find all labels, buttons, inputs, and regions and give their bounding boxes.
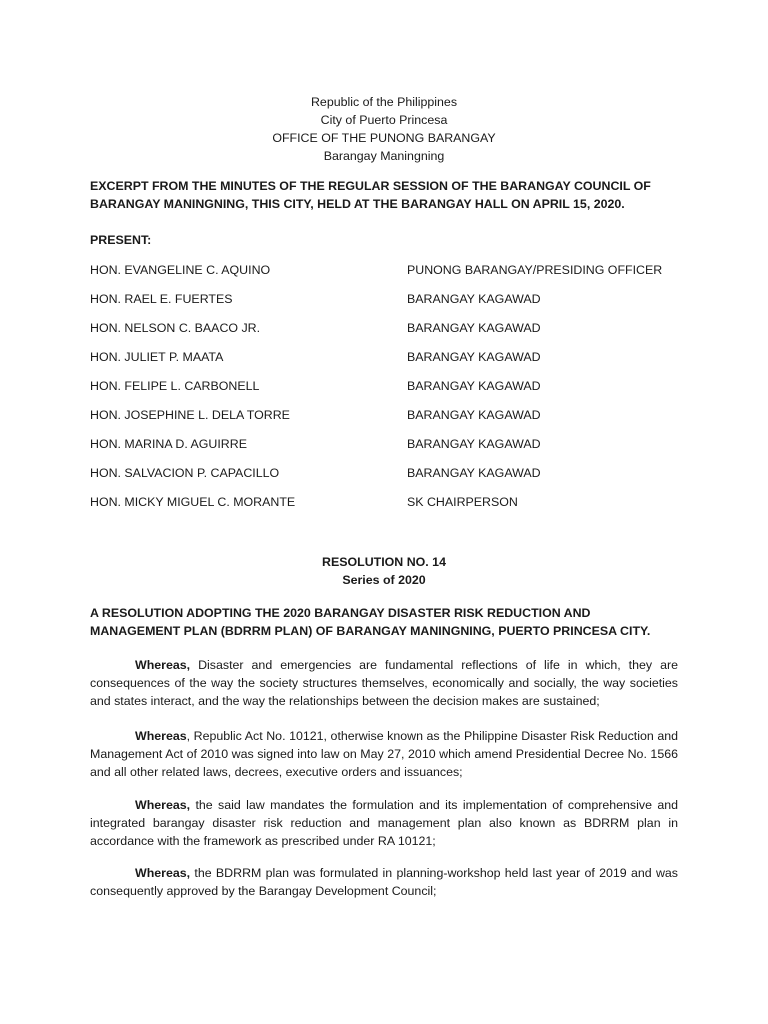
resolution-title [0, 553, 768, 589]
header-barangay: Barangay Maningning [323, 149, 445, 163]
member-row [90, 493, 680, 522]
resolution-series: Series of 2020 [342, 573, 426, 587]
member-name: HON. JULIET P. MAATA [90, 350, 224, 364]
resolution-number: RESOLUTION NO. 14 [322, 555, 446, 569]
member-position: SK CHAIRPERSON [407, 495, 518, 509]
document-header [0, 93, 768, 165]
whereas-paragraph [90, 796, 678, 850]
member-row [90, 261, 680, 290]
member-position: PUNONG BARANGAY/PRESIDING OFFICER [407, 263, 663, 277]
member-row [90, 348, 680, 377]
member-position: BARANGAY KAGAWAD [407, 379, 541, 393]
member-row [90, 290, 680, 319]
whereas-text: the said law mandates the formulation and its implementation of comprehensive and integrated barangay disaster risk reduction and management plan also known as BDRRM plan in accordance with the framework as prescribed under RA 10121; [90, 798, 678, 848]
whereas-lead: Whereas, [135, 798, 191, 812]
members-list [90, 261, 680, 522]
whereas-text: the BDRRM plan was formulated in planning-workshop held last year of 2019 and was consequently approved by the Barangay Development Council; [90, 866, 678, 898]
header-office: OFFICE OF THE PUNONG BARANGAY [272, 131, 496, 145]
whereas-lead: Whereas, [135, 866, 191, 880]
member-position: BARANGAY KAGAWAD [407, 292, 541, 306]
member-row [90, 406, 680, 435]
member-row [90, 377, 680, 406]
member-name: HON. NELSON C. BAACO JR. [90, 321, 261, 335]
member-position: BARANGAY KAGAWAD [407, 466, 541, 480]
member-row [90, 319, 680, 348]
member-name: HON. FELIPE L. CARBONELL [90, 379, 260, 393]
member-name: HON. EVANGELINE C. AQUINO [90, 263, 271, 277]
whereas-text: , Republic Act No. 10121, otherwise known as the Philippine Disaster Risk Reduction and Management Act of 2010 was signed into law on May 27, 2010 which amend Presidential Decree No. 1566 and all other related laws, decrees, executive orders and issuances; [90, 729, 678, 779]
member-position: BARANGAY KAGAWAD [407, 437, 541, 451]
whereas-text: Disaster and emergencies are fundamental reflections of life in which, they are consequences of the way the society structures themselves, economically and socially, the way societies and states interact, and the way the relationships between the decision makes are sustained; [90, 658, 678, 708]
member-name: HON. JOSEPHINE L. DELA TORRE [90, 408, 290, 422]
whereas-paragraph [90, 864, 678, 900]
member-position: BARANGAY KAGAWAD [407, 350, 541, 364]
member-row [90, 464, 680, 493]
excerpt-heading: EXCERPT FROM THE MINUTES OF THE REGULAR SESSION OF THE BARANGAY COUNCIL OF BARANGAY MANINGNING, THIS CITY, HELD AT THE BARANGAY HALL ON APRIL 15, 2020. [90, 179, 651, 211]
member-name: HON. RAEL E. FUERTES [90, 292, 233, 306]
member-name: HON. MICKY MIGUEL C. MORANTE [90, 495, 296, 509]
member-position: BARANGAY KAGAWAD [407, 408, 541, 422]
whereas-paragraph [90, 656, 678, 710]
header-city: City of Puerto Princesa [320, 113, 448, 127]
whereas-lead: Whereas, [135, 658, 191, 672]
header-country: Republic of the Philippines [310, 95, 458, 109]
resolution-subject: A RESOLUTION ADOPTING THE 2020 BARANGAY DISASTER RISK REDUCTION AND MANAGEMENT PLAN (BDRRM PLAN) OF BARANGAY MANINGNING, PUERTO PRINCESA CITY. [90, 606, 651, 638]
member-row [90, 435, 680, 464]
whereas-paragraph [90, 727, 678, 781]
member-position: BARANGAY KAGAWAD [407, 321, 541, 335]
whereas-lead: Whereas [135, 729, 187, 743]
member-name: HON. SALVACION P. CAPACILLO [90, 466, 280, 480]
present-label: PRESENT: [90, 233, 152, 247]
member-name: HON. MARINA D. AGUIRRE [90, 437, 247, 451]
